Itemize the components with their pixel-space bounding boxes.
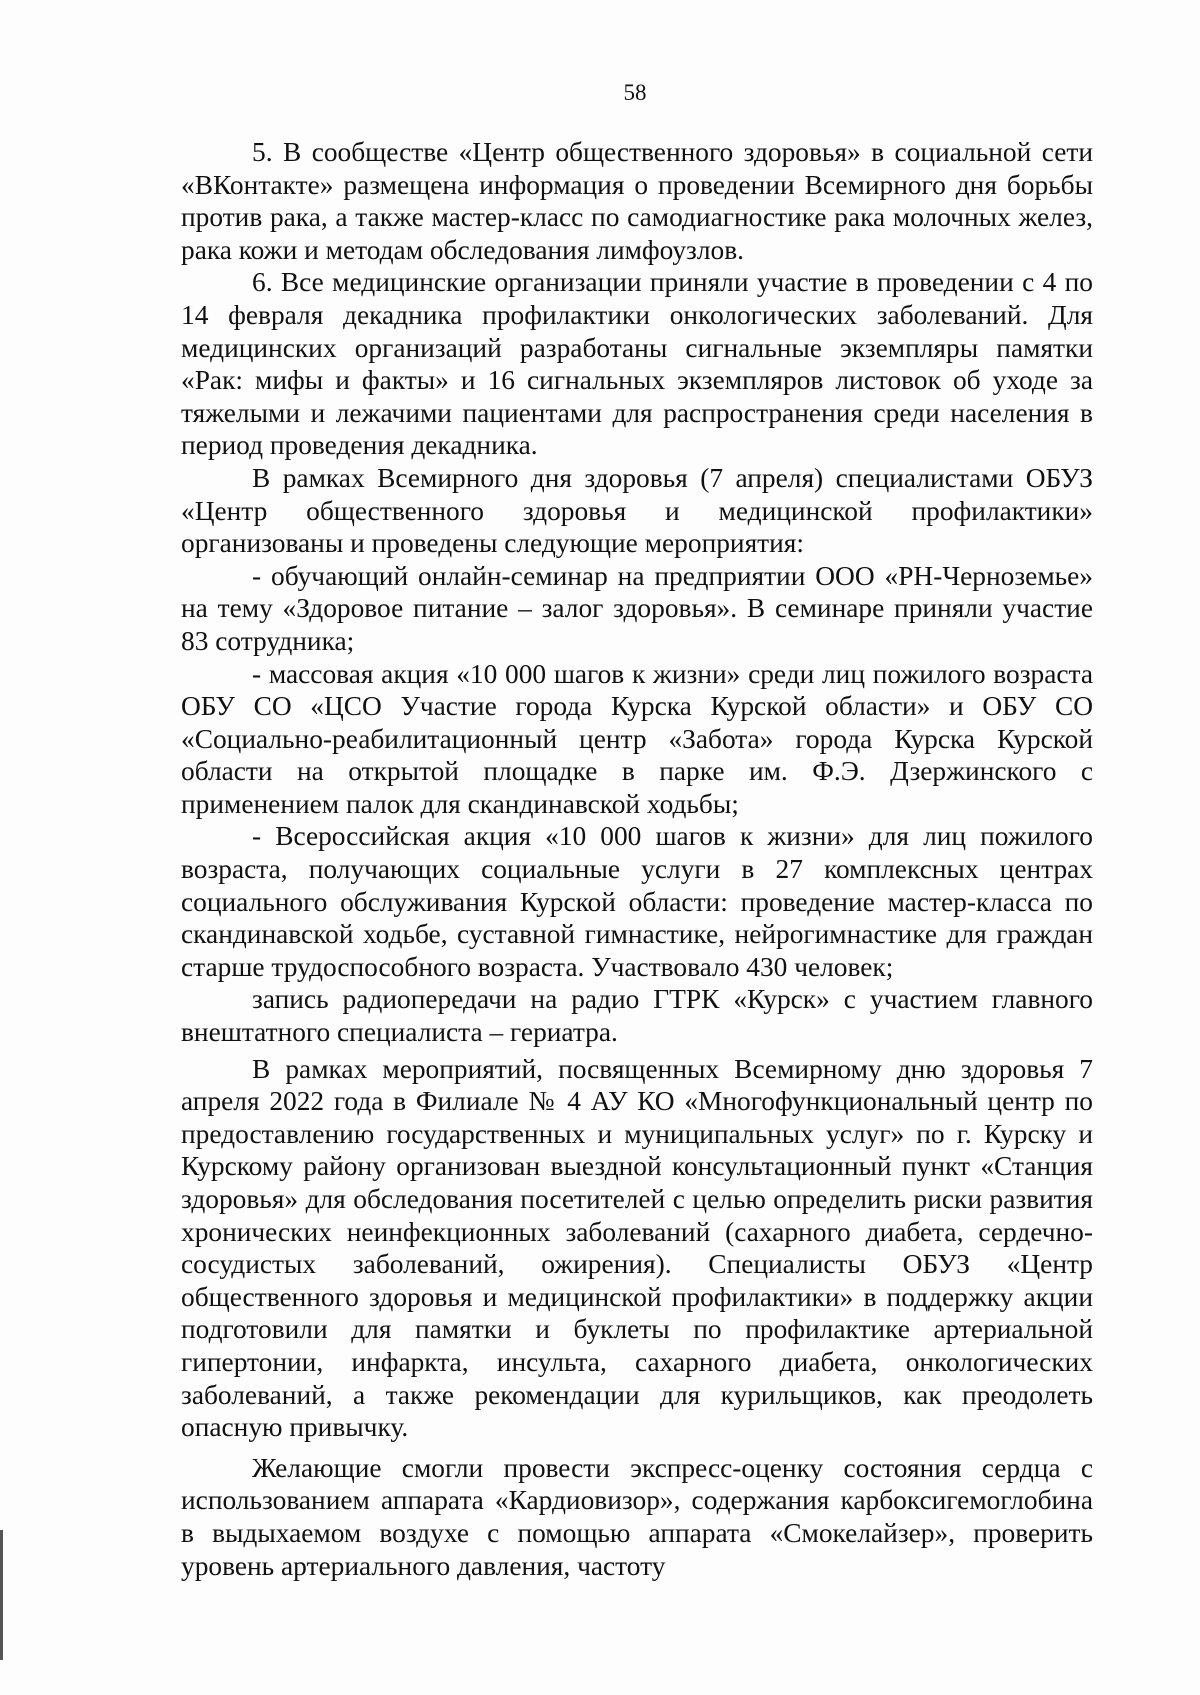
paragraph-online-seminar: - обучающий онлайн-семинар на предприятии ООО «РН-Черноземье» на тему «Здоровое питание – залог здоровья». В семинаре приняли участие 83 сотрудника; — [181, 560, 1093, 656]
scan-edge-mark — [0, 1530, 3, 1660]
document-body — [181, 136, 1093, 1582]
paragraph-oncology-decade: 6. Все медицинские организации приняли участие в проведении с 4 по 14 февраля декадника профилактики онкологических заболеваний. Для медицинских организаций разработаны сигнальные экземпляры памятки «Рак: мифы и факты» и 16 сигнальных экземпляров листовок об уходе за тяжелыми и лежачими пациентами для распространения среди населения в период проведения декадника. — [181, 267, 1093, 461]
page-number: 58 — [623, 80, 647, 105]
paragraph-health-day-intro: В рамках Всемирного дня здоровья (7 апреля) специалистами ОБУЗ «Центр общественного здоровья и медицинской профилактики» организованы и проведены следующие мероприятия: — [181, 462, 1093, 559]
paragraph-mass-action: - массовая акция «10 000 шагов к жизни» среди лиц пожилого возраста ОБУ СО «ЦСО Участие города Курска Курской области» и ОБУ СО «Социально-реабилитационный центр «Забота» города Курска Курской области на открытой площадке в парке им. Ф.Э. Дзержинского с применением палок для скандинавской ходьбы; — [181, 658, 1093, 819]
paragraph-radio-broadcast: запись радиопередачи на радио ГТРК «Курск» с участием главного внештатного специалиста – гериатра. — [181, 984, 1093, 1048]
paragraph-health-station: В рамках мероприятий, посвященных Всемирному дню здоровья 7 апреля 2022 года в Филиале № 4 АУ КО «Многофункциональный центр по предоставлению государственных и муниципальных услуг» по г. Курску и Курскому району организован выездной консультационный пункт «Станция здоровья» для обследования посетителей с целью определить риски развития хронических неинфекционных заболеваний (сахарного диабета, сердечно-сосудистых заболеваний, ожирения). Специалисты ОБУЗ «Центр общественного здоровья и медицинской профилактики» в поддержку акции подготовили для памятки и буклеты по профилактике артериальной гипертонии, инфаркта, инсульта, сахарного диабета, онкологических заболеваний, а также рекомендации для курильщиков, как преодолеть опасную привычку. — [181, 1053, 1093, 1443]
paragraph-community-post: 5. В сообществе «Центр общественного здоровья» в социальной сети «ВКонтакте» размещена информация о проведении Всемирного дня борьбы против рака, а также мастер-класс по самодиагностике рака молочных желез, рака кожи и методам обследования лимфоузлов. — [181, 137, 1093, 265]
paragraph-national-action: - Всероссийская акция «10 000 шагов к жизни» для лиц пожилого возраста, получающих социальные услуги в 27 комплексных центрах социального обслуживания Курской области: проведение мастер-класса по скандинавской ходьбе, суставной гимнастике, нейрогимнастике для граждан старше трудоспособного возраста. Участвовало 430 человек; — [181, 821, 1093, 982]
paragraph-express-assessment: Желающие смогли провести экспресс-оценку состояния сердца с использованием аппарата «Кардиовизор», содержания карбоксигемоглобина в выдыхаемом воздухе с помощью аппарата «Смокелайзер», проверить уровень артериального давления, частоту — [181, 1452, 1093, 1581]
